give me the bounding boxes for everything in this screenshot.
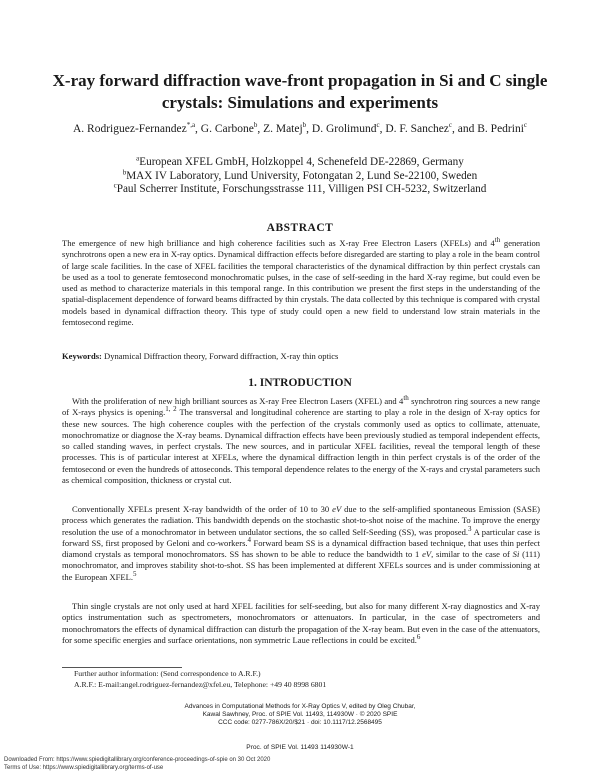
section-heading-introduction: 1. INTRODUCTION	[248, 377, 352, 389]
affiliation	[60, 183, 540, 197]
reference-link[interactable]: 6	[416, 633, 421, 642]
affiliation-text: MAX IV Laboratory, Lund University, Fotongatan 2, Lund Se-22100, Sweden	[126, 169, 478, 182]
author-list: A. Rodriguez-Fernandez$^{*,a}$, G. Carbone$^b$, Z. Matej$^b$, D. Grolimund$^c$, D. F. Sanchez$^c$, and B. Pedrini$^c$	[73, 121, 527, 135]
keywords-label: Keywords:	[62, 351, 102, 361]
abstract-part: The emergence of new high brilliance and high coherence facilities such as X-ray Free Electron Lasers (XFELs) and 4	[62, 238, 495, 248]
reference-link[interactable]: 5	[132, 569, 137, 578]
keywords	[62, 351, 540, 362]
text-run: A particular case is forward SS, first proposed by Geloni and co-workers.	[62, 526, 540, 548]
reference-link[interactable]: 3	[468, 524, 472, 533]
footnote-divider	[62, 667, 182, 668]
author-name: B. Pedrini	[477, 123, 524, 135]
unit-symbol: eV	[422, 549, 432, 560]
reference-link[interactable]: 4	[247, 536, 252, 545]
affiliation-text: European XFEL GmbH, Holzkoppel 4, Schenefeld DE-22869, Germany	[139, 156, 464, 168]
author-affil-mark: c	[376, 121, 380, 130]
citation-line: Kawal Sawhney, Proc. of SPIE Vol. 11493, 114930W · © 2020 SPIE	[202, 711, 398, 719]
author-name: Z. Matej	[263, 123, 303, 135]
download-line[interactable]: Downloaded From: https://www.spiedigitallibrary.org/conference-proceedings-of-spie on 30 Oct 2020	[4, 757, 271, 763]
text-run: With the proliferation of new high brilliant sources as X-ray Free Electron Lasers (XFEL) and 4	[72, 396, 404, 406]
footnote-line: Further author information: (Send correspondence to A.R.F.)	[74, 669, 261, 678]
citation-line: Advances in Computational Methods for X-Ray Optics V, edited by Oleg Chubar,	[184, 703, 416, 710]
intro-paragraph-3	[62, 601, 540, 646]
author-name: D. Grolimund	[311, 123, 377, 135]
affiliation-mark: a	[136, 154, 140, 163]
ordinal-suffix: th	[494, 236, 501, 245]
author-affil-mark: *,a	[186, 121, 196, 130]
ordinal-suffix: th	[403, 394, 409, 403]
keywords-text: Dynamical Diffraction theory, Forward diffraction, X-ray thin optics	[101, 351, 339, 361]
author-affil-mark: c	[523, 121, 527, 130]
footnote-line: A.R.F.: E-mail:angel.rodriguez-fernandez@xfel.eu, Telephone: +49 40 8998 6801	[74, 679, 327, 689]
affiliation	[60, 156, 540, 170]
citation-block	[100, 703, 500, 728]
page-footer: Proc. of SPIE Vol. 11493 114930W-1	[246, 744, 354, 751]
text-run: Forward beam SS is a dynamical diffraction based technique, that uses thin perfect diamond crystals as temporal monochromators. SS has shown to be able to reduce the bandwidth to 1	[62, 537, 540, 560]
author-name: D. F. Sanchez	[385, 123, 449, 135]
text-run: The transversal and longitudinal coherence are starting to play a role in the design of X-ray optics for these new sources. The high coherence couples with the perfection of the crystals commonly used as optics to collimate, attenuate, monochromatize or diagnose the X-ray beams. Dynamical diffraction effects have been previously studied as temporal independent effects, so called standing waves, in perfect crystals. The new sources, and in particular XFEL facilities, reveal the temporal length of these processes. This is of particular interest at XFELs, where the dynamical diffraction length in thin perfect crystals is of the order of the femtosecond or even the hundreds of attoseconds. This temporal dependence relates to the energy of the X-rays and crystal parameters such as chemical composition, thickness or crystal cut.	[62, 407, 540, 486]
footnote	[62, 669, 540, 690]
unit-symbol: eV	[332, 504, 342, 514]
reference-link[interactable]: 1, 2	[165, 405, 177, 414]
abstract-part: generation synchrotrons open a new era in X-ray optics. Dynamical diffraction effects before disregarded are starting to play a role in the beam control of large scale facilities. In the case of XFEL facilities the temporal characteristics of the dynamical diffraction by thin perfect crystals can be used as a tool to generate femtosecond monochromatic pulses, in the case of self-seeding in the hard X-ray regime, but could even be used as method to characterize materials in this temporal range. In this contribution we present the first steps in the understanding of the spatial-displacement dependence of forward beams diffracted by thin crystals. The data collected by this technique is compared with crystal models based in dynamical diffraction theory. This type of study could open a new field to understand low strain materials in the femtosecond regime.	[62, 238, 540, 328]
text-run: Thin single crystals are not only used at hard XFEL facilities for self-seeding, but also for many different X-ray diagnostics and X-ray optics instrumentation such as spectrometers, monochromators or attenuators. In particular, in the case of spectrometers and monochromators the effects of dynamical diffraction can disturb the propagation of the X-ray beam. But even in the case of the attenuators, for some specific energies and surface orientations, non symmetric Laue reflections in could be excited.	[62, 601, 540, 645]
paper-title: X-ray forward diffraction wave-front propagation in Si and C single crystals: Simulations and experiments	[52, 71, 548, 112]
author-name: A. Rodriguez-Fernandez	[73, 123, 187, 135]
intro-paragraph-2	[62, 504, 540, 583]
author-affil-mark: c	[448, 121, 453, 130]
text-run: synchrotron ring sources a new range of X-rays physics is opening.	[62, 396, 541, 418]
text-run: due to the self-amplified spontaneous Emission (SASE) process which generates the radiation. This bandwidth depends on the stochastic shot-to-shot noise of the machine. To improve the energy resolution the use of a monochromator in between undulator sections, the so called Self-Seeding (SS), was proposed.	[62, 504, 540, 537]
author-affil-mark: b	[253, 121, 258, 130]
affiliation-text: Paul Scherrer Institute, Forschungsstrasse 111, Villigen PSI CH-5232, Switzerland	[116, 183, 487, 195]
terms-line[interactable]: Terms of Use: https://www.spiedigitallibrary.org/terms-of-use	[4, 764, 164, 771]
abstract-text	[62, 238, 540, 328]
download-notice	[4, 757, 596, 772]
affiliation	[60, 167, 540, 184]
text-run: (111) monochromator, and improves stability shot-to-shot. SS has been implemented at different XFELs sources and is under commissioning at the European XFEL.	[62, 549, 540, 582]
affiliation-mark: c	[113, 181, 117, 190]
abstract-heading: ABSTRACT	[266, 222, 334, 234]
author-affil-mark: b	[302, 121, 307, 130]
intro-paragraph-1	[62, 396, 540, 486]
affiliation-mark: b	[122, 167, 127, 176]
citation-line: CCC code: 0277-786X/20/$21 · doi: 10.1117/12.2568495	[218, 719, 382, 727]
author-name: G. Carbone	[200, 123, 254, 135]
affiliation-list	[60, 156, 540, 197]
element-symbol: Si	[512, 549, 520, 560]
text-run: , similar to the case of	[431, 549, 513, 560]
text-run: Conventionally XFELs present X-ray bandwidth of the order of 10 to 30	[72, 504, 333, 514]
